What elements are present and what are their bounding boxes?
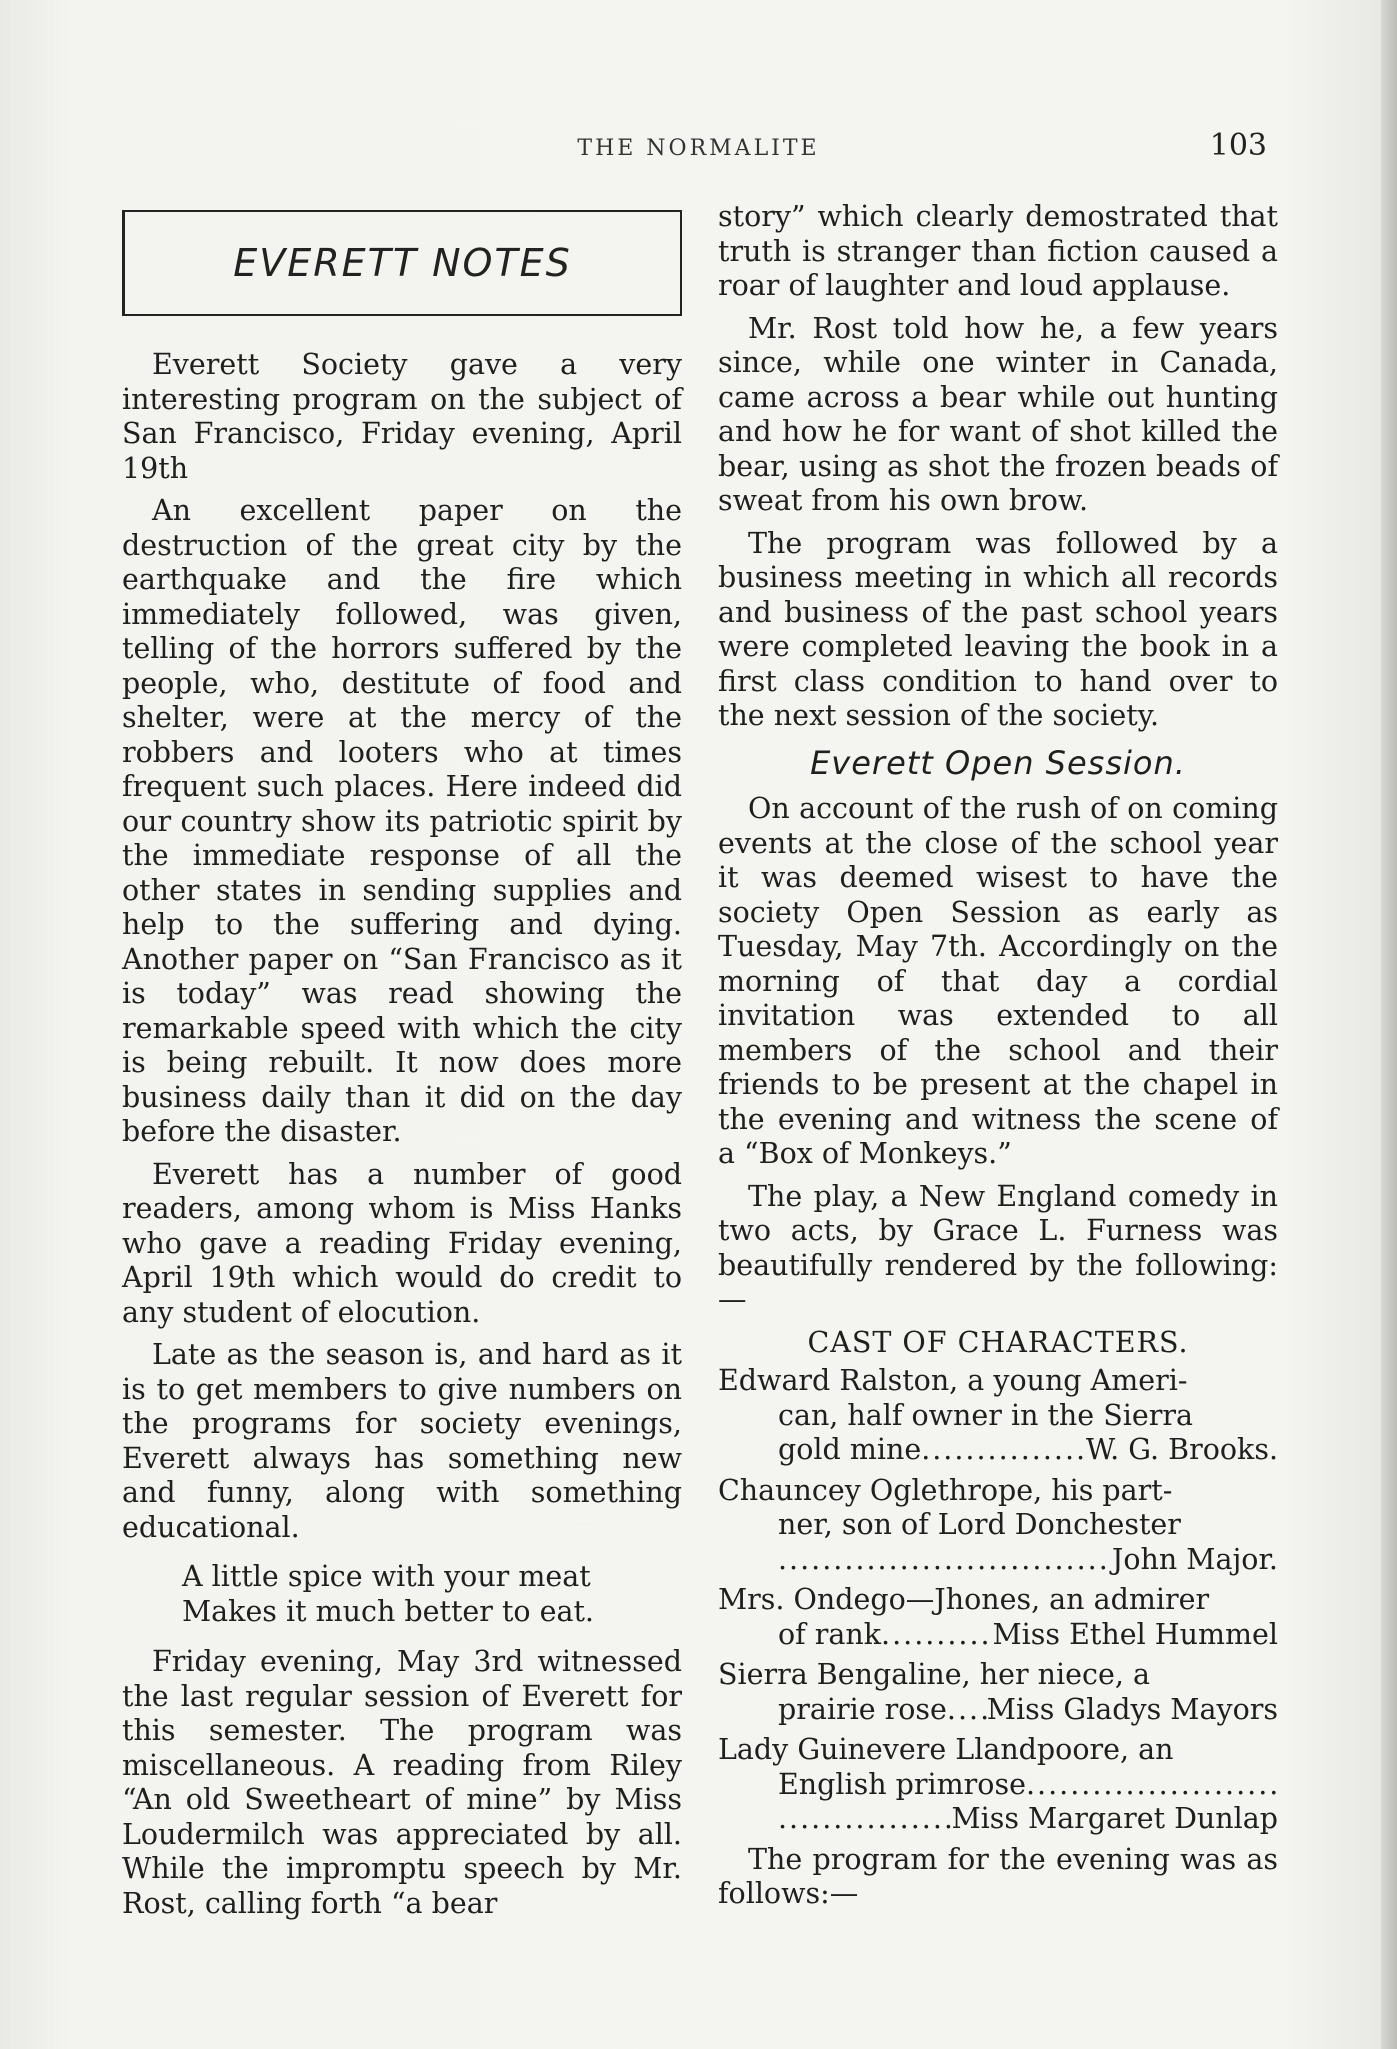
paragraph: Friday evening, May 3rd witnessed the last regular session of Everett for this semester. The program was miscellaneous. A reading from Riley “An old Sweetheart of mine” by Miss Loudermilch was appreciated by all. While the impromptu speech by Mr. Rost, calling forth “a bear — [122, 1645, 682, 1920]
leader-dots — [778, 1543, 1112, 1578]
cast-actor: Miss Gladys Mayors — [986, 1692, 1278, 1726]
cast-actor-line — [718, 1693, 1278, 1728]
page-number: 103 — [1209, 128, 1267, 163]
paragraph: The program for the evening was as follows:— — [718, 1842, 1278, 1910]
cast-entry — [718, 1474, 1278, 1578]
cast-actor: John Major. — [1111, 1542, 1278, 1576]
poem — [182, 1559, 682, 1629]
leader-dots — [881, 1618, 992, 1653]
paragraph: An excellent paper on the destruction of the great city by the earthquake and the fire which immediately followed, was given, telling of the horrors suffered by the people, who, destitute of food and shelter, were at the mercy of the robbers and looters who at times frequent such places. Here indeed did our country show its patriotic spirit by the immediate response of all the other states in sending supplies and help to the suffering and dying. Another paper on “San Francisco as it is today” was read showing the remarkable speed with which the city is being rebuilt. It now does more business daily than it did on the day before the disaster. — [122, 494, 682, 1148]
running-title: THE NORMALITE — [577, 136, 820, 161]
paragraph: The play, a New England comedy in two acts, by Grace L. Furness was beautifully rendered by the following:— — [718, 1179, 1278, 1316]
paragraph: Everett has a number of good readers, among whom is Miss Hanks who gave a reading Friday evening, April 19th which would do credit to any student of elocution. — [122, 1157, 682, 1329]
cast-role: Lady Guinevere Llandpoore, an — [718, 1733, 1174, 1766]
cast-actor: W. G. Brooks. — [1085, 1433, 1278, 1466]
cast-role: Chauncey Oglethrope, his part- — [718, 1473, 1173, 1507]
paragraph: The program was followed by a business meeting in which all records and business of the past school years were completed leaving the book in a first class condition to hand over to the next session of the society. — [718, 526, 1278, 732]
paragraph: story” which clearly demostrated that truth is stranger than fiction caused a roar of laughter and loud applause. — [718, 200, 1278, 302]
cast-role: Mrs. Ondego—Jhones, an admirer — [718, 1583, 1210, 1616]
article-title: EVERETT NOTES — [233, 240, 572, 285]
cast-actor-line — [718, 1618, 1278, 1653]
page-edge-shadow — [1381, 0, 1397, 2049]
article-title-box — [122, 210, 682, 316]
cast-entry — [718, 1583, 1278, 1652]
cast-entry — [718, 1364, 1278, 1468]
cast-role-end: gold mine — [778, 1433, 922, 1466]
leader-dots — [947, 1693, 987, 1728]
subheading: Everett Open Session. — [810, 743, 1186, 782]
cast-role-end: English primrose — [778, 1767, 1026, 1801]
paragraph: Late as the season is, and hard as it is to get members to give numbers on the programs for society evenings, Everett always has something new and funny, along with something educational. — [122, 1338, 682, 1544]
poem-line: A little spice with your meat — [182, 1560, 591, 1593]
leader-dots — [778, 1802, 951, 1837]
cast-heading: CAST OF CHARACTERS. — [807, 1325, 1189, 1359]
paragraph: Everett Society gave a very interesting program on the subject of San Francisco, Friday evening, April 19th — [122, 348, 682, 485]
cast-entry — [718, 1733, 1278, 1837]
cast-role: Sierra Bengaline, her niece, a — [718, 1658, 1150, 1691]
cast-actor: Miss Ethel Hummel — [992, 1617, 1278, 1651]
right-column — [718, 200, 1278, 1920]
paragraph: Mr. Rost told how he, a few years since, while one winter in Canada, came across a bear while out hunting and how he for want of shot killed the bear, using as shot the frozen beads of sweat from his own brow. — [718, 311, 1278, 517]
leader-dots — [921, 1433, 1086, 1468]
cast-role-continued: can, half owner in the Sierra — [778, 1398, 1193, 1432]
cast-role: Edward Ralston, a young Ameri- — [718, 1364, 1188, 1397]
cast-role-end: prairie rose — [778, 1692, 947, 1726]
cast-role-continued: ner, son of Lord Donchester — [778, 1508, 1181, 1541]
cast-actor-line — [718, 1433, 1278, 1468]
poem-line: Makes it much better to eat. — [182, 1595, 594, 1628]
left-column — [122, 200, 682, 1929]
cast-actor-line — [718, 1768, 1278, 1803]
cast-role-end: of rank — [778, 1617, 882, 1651]
leader-dots — [1026, 1768, 1278, 1803]
cast-entry — [718, 1658, 1278, 1727]
cast-actor-line — [718, 1802, 1278, 1837]
cast-actor: Miss Margaret Dunlap — [951, 1802, 1278, 1835]
cast-actor-line — [718, 1543, 1278, 1578]
paragraph: On account of the rush of on coming events at the close of the school year it was deemed wisest to have the society Open Session as early as Tuesday, May 7th. Accordingly on the morning of that day a cordial invitation was extended to all members of the school and their friends to be present at the chapel in the evening and witness the scene of a “Box of Monkeys.” — [718, 792, 1278, 1170]
